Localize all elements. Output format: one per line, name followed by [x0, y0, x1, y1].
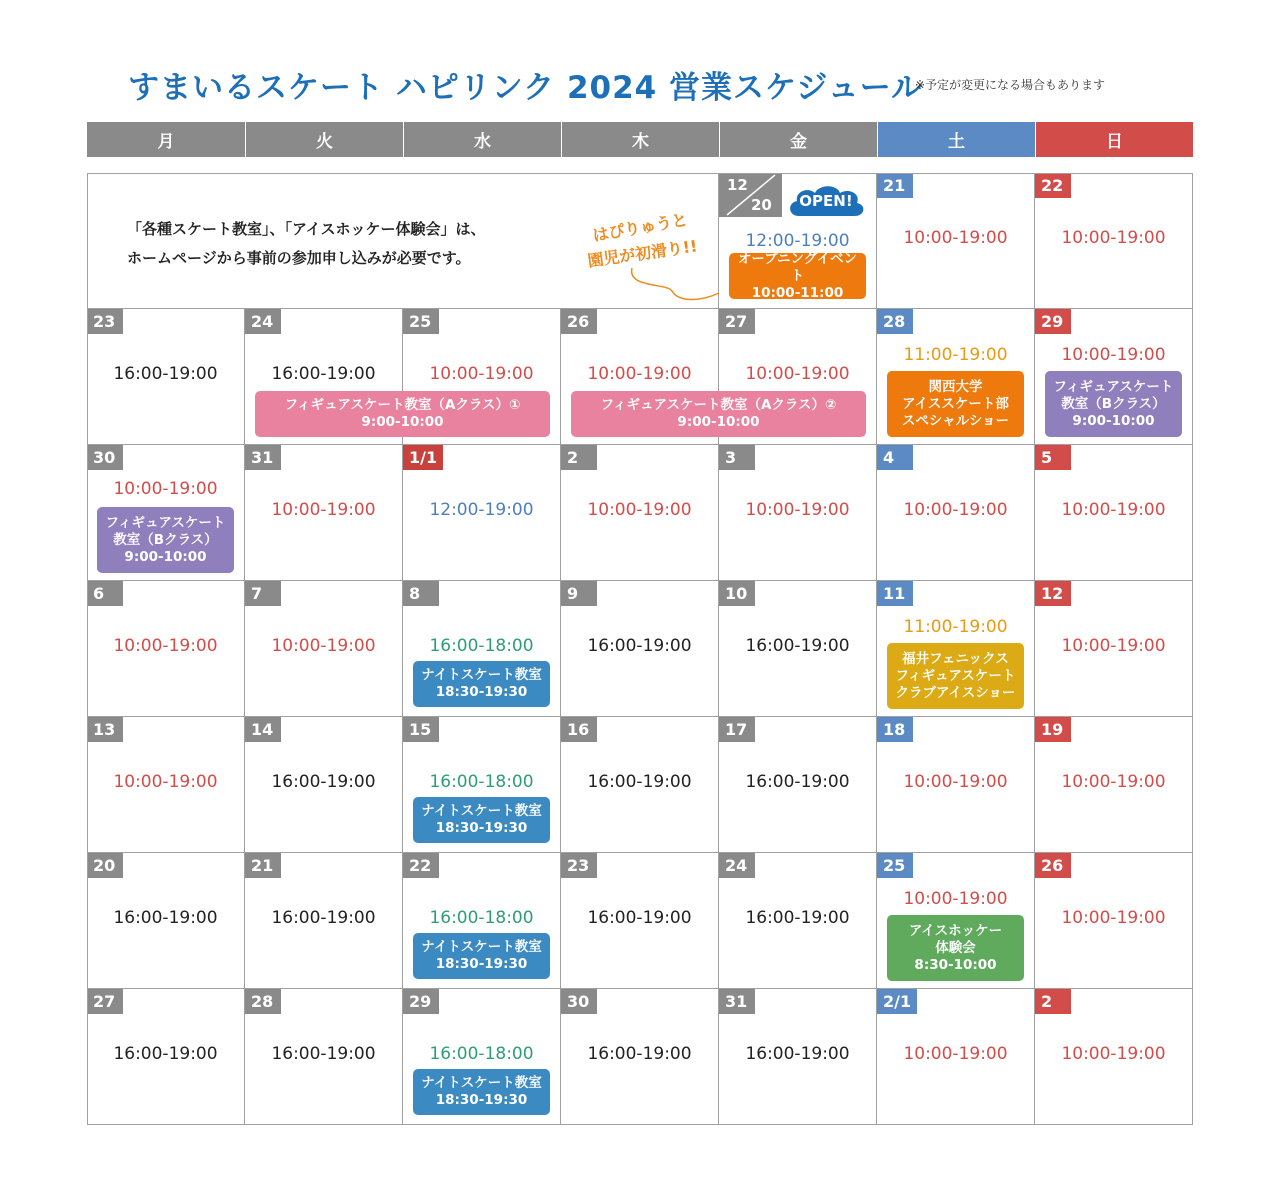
registration-info-panel	[87, 173, 719, 309]
day-cell	[245, 581, 403, 717]
event-line: ナイトスケート教室	[421, 1075, 542, 1091]
date-label: 9	[561, 581, 597, 606]
day-cell	[877, 445, 1035, 581]
day-cell	[561, 445, 719, 581]
opening-hours: 16:00-18:00	[429, 908, 534, 928]
date-label: 17	[719, 717, 755, 742]
page-title: すまいるスケート ハピリンク 2024 営業スケジュール	[128, 70, 924, 106]
opening-hours: 10:00-19:00	[1061, 1044, 1166, 1064]
date-label: 28	[245, 989, 281, 1014]
event-line: ナイトスケート教室	[421, 667, 542, 683]
date-label: 18	[877, 717, 913, 742]
event-line: オープニングイベント	[737, 250, 858, 284]
opening-hours: 10:00-19:00	[113, 479, 218, 499]
opening-hours: 16:00-19:00	[745, 1044, 850, 1064]
date-label: 31	[719, 989, 755, 1014]
day-cell	[719, 581, 877, 717]
opening-hours: 10:00-19:00	[903, 228, 1008, 248]
opening-hours: 10:00-19:00	[429, 364, 534, 384]
date-label: 11	[877, 581, 913, 606]
date-label: 31	[245, 445, 281, 470]
opening-hours: 16:00-19:00	[745, 636, 850, 656]
date-label: 25	[403, 309, 439, 334]
date-label: 22	[1035, 173, 1071, 198]
event-line: フィギュアスケート教室（Aクラス）②	[600, 397, 837, 413]
event-line: 9:00-10:00	[1072, 412, 1155, 429]
day-cell	[561, 989, 719, 1125]
day-cell	[403, 445, 561, 581]
date-label: 25	[877, 853, 913, 878]
opening-hours: 10:00-19:00	[1061, 908, 1166, 928]
day-cell	[561, 853, 719, 989]
opening-hours: 16:00-19:00	[271, 772, 376, 792]
opening-day: 20	[751, 196, 772, 214]
opening-hours: 16:00-19:00	[271, 1044, 376, 1064]
opening-hours: 16:00-19:00	[113, 364, 218, 384]
opening-hours: 10:00-19:00	[113, 636, 218, 656]
info-line-2: ホームページから事前の参加申し込みが必要です。	[127, 249, 471, 267]
date-label: 21	[245, 853, 281, 878]
event-line: 8:30-10:00	[914, 956, 997, 973]
opening-hours: 10:00-19:00	[903, 1044, 1008, 1064]
event-line: 9:00-10:00	[361, 414, 444, 430]
event-line: 18:30-19:30	[435, 820, 528, 836]
day-cell	[877, 717, 1035, 853]
opening-hours: 10:00-19:00	[271, 636, 376, 656]
date-label: 28	[877, 309, 913, 334]
annotation-pointer-icon	[627, 263, 722, 303]
day-cell	[87, 309, 245, 445]
day-cell	[1035, 853, 1193, 989]
event-line: 教室（Bクラス）	[1061, 395, 1166, 412]
day-cell	[1035, 989, 1193, 1125]
date-label: 23	[87, 309, 123, 334]
date-label: 2	[1035, 989, 1071, 1014]
date-label: 4	[877, 445, 913, 470]
day-cell	[245, 445, 403, 581]
event-figure-class-b-29	[1045, 371, 1182, 437]
event-line: 18:30-19:30	[435, 1092, 528, 1108]
day-cell	[719, 445, 877, 581]
event-fukui-phoenix-show	[887, 643, 1024, 709]
opening-hours: 16:00-19:00	[113, 1044, 218, 1064]
opening-hours: 10:00-19:00	[1061, 345, 1166, 365]
opening-hours: 16:00-19:00	[271, 364, 376, 384]
date-label: 15	[403, 717, 439, 742]
opening-month: 12	[727, 176, 748, 194]
opening-hours: 16:00-19:00	[587, 636, 692, 656]
event-night-class-15	[413, 797, 550, 843]
event-night-class-8	[413, 661, 550, 707]
annotation-line-1: はぴりゅうと	[591, 209, 690, 246]
date-label: 23	[561, 853, 597, 878]
date-label: 27	[87, 989, 123, 1014]
opening-hours: 10:00-19:00	[587, 364, 692, 384]
day-cell	[87, 581, 245, 717]
date-label: 2	[561, 445, 597, 470]
day-cell	[877, 173, 1035, 309]
date-label: 14	[245, 717, 281, 742]
opening-hours: 10:00-19:00	[1061, 636, 1166, 656]
date-label: 29	[403, 989, 439, 1014]
date-label: 7	[245, 581, 281, 606]
opening-hours: 10:00-19:00	[271, 500, 376, 520]
opening-hours: 10:00-19:00	[1061, 500, 1166, 520]
opening-hours: 10:00-19:00	[1061, 228, 1166, 248]
weekday-3: 木	[562, 122, 719, 157]
day-cell	[87, 989, 245, 1125]
day-cell	[245, 717, 403, 853]
event-line: フィギュアスケート	[105, 514, 226, 531]
date-label: 24	[245, 309, 281, 334]
event-opening-event	[729, 250, 866, 301]
event-line: アイススケート部	[902, 395, 1009, 412]
weekday-4: 金	[720, 122, 877, 157]
day-cell	[1035, 445, 1193, 581]
date-label: 29	[1035, 309, 1071, 334]
opening-hours: 11:00-19:00	[903, 345, 1008, 365]
event-line: フィギュアスケート	[895, 667, 1016, 684]
date-label: 30	[87, 445, 123, 470]
day-cell	[87, 717, 245, 853]
event-line: フィギュアスケート教室（Aクラス）①	[284, 397, 521, 413]
event-ice-hockey-trial	[887, 915, 1024, 981]
opening-hours: 10:00-19:00	[745, 364, 850, 384]
opening-hours: 16:00-19:00	[113, 908, 218, 928]
calendar-grid	[87, 173, 1193, 1125]
weekday-6: 日	[1036, 122, 1193, 157]
day-cell	[877, 989, 1035, 1125]
event-line: クラブアイスショー	[895, 684, 1016, 701]
opening-hours: 16:00-19:00	[271, 908, 376, 928]
date-label: 3	[719, 445, 755, 470]
day-cell	[245, 853, 403, 989]
date-label: 1/1	[403, 445, 443, 470]
event-line: アイスホッケー	[908, 922, 1003, 939]
day-cell	[561, 717, 719, 853]
event-line: 18:30-19:30	[435, 956, 528, 972]
event-line: 9:00-10:00	[677, 414, 760, 430]
opening-hours: 10:00-19:00	[903, 500, 1008, 520]
weekday-0: 月	[87, 122, 245, 157]
event-line: 関西大学	[928, 378, 983, 395]
annotation-line-2: 園児が初滑り!!	[586, 236, 699, 271]
opening-hours: 16:00-18:00	[429, 1044, 534, 1064]
event-figure-class-a-2	[571, 391, 866, 437]
day-cell	[1035, 717, 1193, 853]
date-label: 26	[561, 309, 597, 334]
date-label: 2/1	[877, 989, 917, 1014]
event-line: スペシャルショー	[901, 412, 1010, 429]
date-label: 8	[403, 581, 439, 606]
opening-hours: 10:00-19:00	[587, 500, 692, 520]
event-line: 体験会	[935, 939, 976, 956]
opening-hours: 16:00-18:00	[429, 636, 534, 656]
date-label: 6	[87, 581, 123, 606]
date-label: 10	[719, 581, 755, 606]
opening-hours: 16:00-18:00	[429, 772, 534, 792]
event-kansai-univ-show	[887, 371, 1024, 437]
day-cell	[719, 853, 877, 989]
opening-hours: 11:00-19:00	[903, 617, 1008, 637]
event-night-class-22	[413, 933, 550, 979]
date-label: 16	[561, 717, 597, 742]
date-label: 19	[1035, 717, 1071, 742]
event-line: 18:30-19:30	[435, 684, 528, 700]
event-line: 福井フェニックス	[902, 650, 1009, 667]
weekday-1: 火	[246, 122, 403, 157]
opening-hours: 10:00-19:00	[903, 889, 1008, 909]
open-label: OPEN!	[799, 192, 853, 210]
opening-hours: 16:00-19:00	[587, 772, 692, 792]
event-line: 9:00-10:00	[124, 548, 207, 565]
opening-hours: 16:00-19:00	[587, 908, 692, 928]
event-night-class-29	[413, 1069, 550, 1115]
date-label: 30	[561, 989, 597, 1014]
info-line-1: 「各種スケート教室」、「アイスホッケー体験会」は、	[127, 220, 486, 238]
date-label: 13	[87, 717, 123, 742]
date-label: 24	[719, 853, 755, 878]
opening-hours: 10:00-19:00	[1061, 772, 1166, 792]
opening-hours: 10:00-19:00	[745, 500, 850, 520]
date-label: 26	[1035, 853, 1071, 878]
date-label: 20	[87, 853, 123, 878]
day-cell	[719, 989, 877, 1125]
opening-hours: 16:00-19:00	[745, 772, 850, 792]
event-line: ナイトスケート教室	[421, 939, 542, 955]
day-cell	[245, 989, 403, 1125]
date-label: 27	[719, 309, 755, 334]
event-line: フィギュアスケート	[1053, 378, 1174, 395]
day-cell	[1035, 173, 1193, 309]
event-line: ナイトスケート教室	[421, 803, 542, 819]
opening-hours: 12:00-19:00	[429, 500, 534, 520]
day-cell	[1035, 581, 1193, 717]
day-cell	[561, 581, 719, 717]
date-label: 22	[403, 853, 439, 878]
opening-hours: 10:00-19:00	[903, 772, 1008, 792]
day-cell	[719, 717, 877, 853]
day-cell	[87, 853, 245, 989]
date-label: 21	[877, 173, 913, 198]
event-line: 10:00-11:00	[751, 284, 844, 301]
event-line: 教室（Bクラス）	[113, 531, 218, 548]
weekday-5: 土	[878, 122, 1035, 157]
weekday-2: 水	[404, 122, 561, 157]
schedule-change-note: ※予定が変更になる場合もあります	[915, 78, 1106, 92]
opening-hours: 16:00-19:00	[587, 1044, 692, 1064]
event-figure-class-b-30	[97, 507, 234, 573]
event-figure-class-a-1	[255, 391, 550, 437]
opening-hours: 16:00-19:00	[745, 908, 850, 928]
opening-hours: 10:00-19:00	[113, 772, 218, 792]
date-label: 12	[1035, 581, 1071, 606]
date-label: 5	[1035, 445, 1071, 470]
opening-hours: 12:00-19:00	[745, 231, 850, 251]
